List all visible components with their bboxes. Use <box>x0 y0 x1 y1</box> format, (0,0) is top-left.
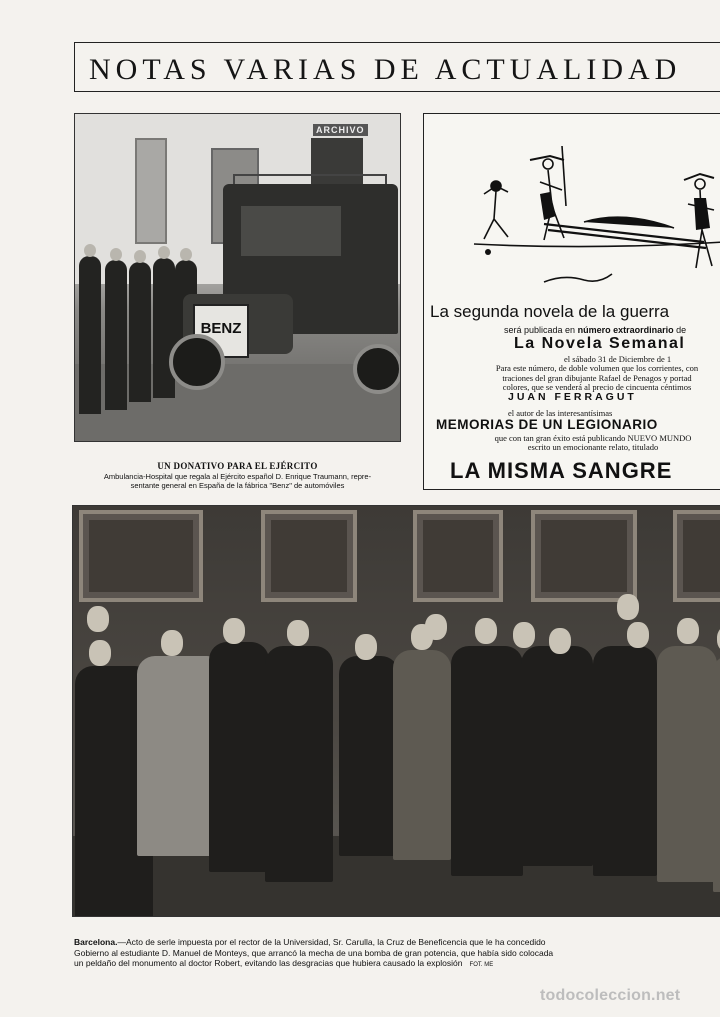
person-face <box>161 630 183 656</box>
wall-painting <box>261 510 357 602</box>
person-face <box>287 620 309 646</box>
wall-painting <box>79 510 203 602</box>
person-face <box>549 628 571 654</box>
photo1-caption <box>74 472 401 490</box>
ad-work-description <box>428 434 720 452</box>
person-head <box>134 250 146 263</box>
person <box>79 256 101 414</box>
person-face <box>425 614 447 640</box>
woman-person <box>339 656 399 856</box>
person-face <box>513 622 535 648</box>
ad-work-line: que con tan gran éxito está publicando NUEVO MUNDO <box>494 433 692 443</box>
person-head <box>158 246 170 259</box>
photo2-caption <box>74 937 720 971</box>
ad-headline: La segunda novela de la guerra <box>430 302 670 321</box>
person <box>521 646 593 866</box>
person-face <box>475 618 497 644</box>
ambulance-vehicle <box>183 184 401 394</box>
photo-credit: FOT. ME <box>469 962 494 968</box>
building-window <box>135 138 167 244</box>
ad-numero-extra: número extraordinario <box>577 325 674 335</box>
ad-de: de <box>676 325 687 335</box>
person <box>265 646 333 882</box>
van-window <box>241 206 341 256</box>
person-head <box>110 248 122 261</box>
photo1-caption-line: sentante general en España de la fábrica "Benz" de automóviles <box>130 481 345 490</box>
archivo-sign: ARCHIVO <box>313 124 368 136</box>
person-face <box>627 622 649 648</box>
caption-text: —Acto de serle impuesta por el rector de la Universidad, Sr. Carulla, la Cruz de Beneficencia que le ha concedido <box>117 937 546 947</box>
ad-author-line: el autor de las interesantísimas <box>508 408 613 418</box>
benz-radiator: BENZ <box>193 304 249 358</box>
wall-painting <box>531 510 637 602</box>
ad-magazine-name: La Novela Semanal <box>514 335 686 352</box>
rear-wheel <box>353 344 401 394</box>
person <box>451 646 523 876</box>
person-face <box>87 606 109 632</box>
site-watermark: todocoleccion.net <box>540 987 681 1004</box>
photo2-caption-line <box>74 958 720 971</box>
ad-novel-title: LA MISMA SANGRE <box>450 458 673 483</box>
person <box>105 260 127 410</box>
wall-painting <box>413 510 503 602</box>
person <box>153 258 175 398</box>
person-face <box>677 618 699 644</box>
person-face <box>89 640 111 666</box>
ad-work-line: escrito un emocionante relato, titulado <box>527 442 659 452</box>
novel-advertisement <box>423 113 720 490</box>
photo2-caption-line: Gobierno al estudiante D. Manuel de Monteys, que arrancó la mecha de una bomba de gran potencia, que había sido colocada <box>74 947 554 958</box>
ceremony-photo <box>72 505 720 917</box>
ambulance-photo <box>74 113 401 442</box>
ad-body-line: Para este número, de doble volumen que los corrientes, con <box>495 363 699 373</box>
ad-publicada: será publicada en <box>504 325 576 335</box>
person <box>129 262 151 402</box>
person <box>593 646 657 876</box>
caption-text: un peldaño del monumento al doctor Robert, evitando las desgracias que hubiera causado la explosión <box>74 958 463 968</box>
soldier-uniform-person <box>657 646 717 882</box>
photo1-caption-title: UN DONATIVO PARA EL EJÉRCITO <box>157 461 318 471</box>
ad-author-name: JUAN FERRAGUT <box>508 391 637 403</box>
ad-body-line: colores, que se venderá al precio de cincuenta céntimos <box>502 382 692 392</box>
person-face <box>617 594 639 620</box>
crowd <box>75 244 195 414</box>
section-title: NOTAS VARIAS DE ACTUALIDAD <box>89 53 682 86</box>
person-head <box>84 244 96 257</box>
soldiers-stretcher-illustration <box>444 124 720 302</box>
ad-body <box>432 364 720 393</box>
soldier-uniform-person <box>713 656 720 892</box>
caption-city: Barcelona. <box>74 937 118 947</box>
wall-painting <box>673 510 720 602</box>
ad-publication-line <box>504 325 686 335</box>
ad-date-line: el sábado 31 de Diciembre de 1 <box>564 354 672 364</box>
photo1-caption-line: Ambulancia-Hospital que regala al Ejército español D. Enrique Traumann, repre- <box>103 472 372 481</box>
photo2-caption-line <box>74 937 720 948</box>
front-wheel <box>169 334 225 390</box>
student-uniform-person <box>393 650 451 860</box>
person-face <box>223 618 245 644</box>
person-face <box>355 634 377 660</box>
ad-work-title: MEMORIAS DE UN LEGIONARIO <box>436 417 658 432</box>
ad-body-line: traciones del gran dibujante Rafael de Penagos y portad <box>502 372 692 383</box>
section-header <box>74 42 720 92</box>
person <box>209 642 269 872</box>
